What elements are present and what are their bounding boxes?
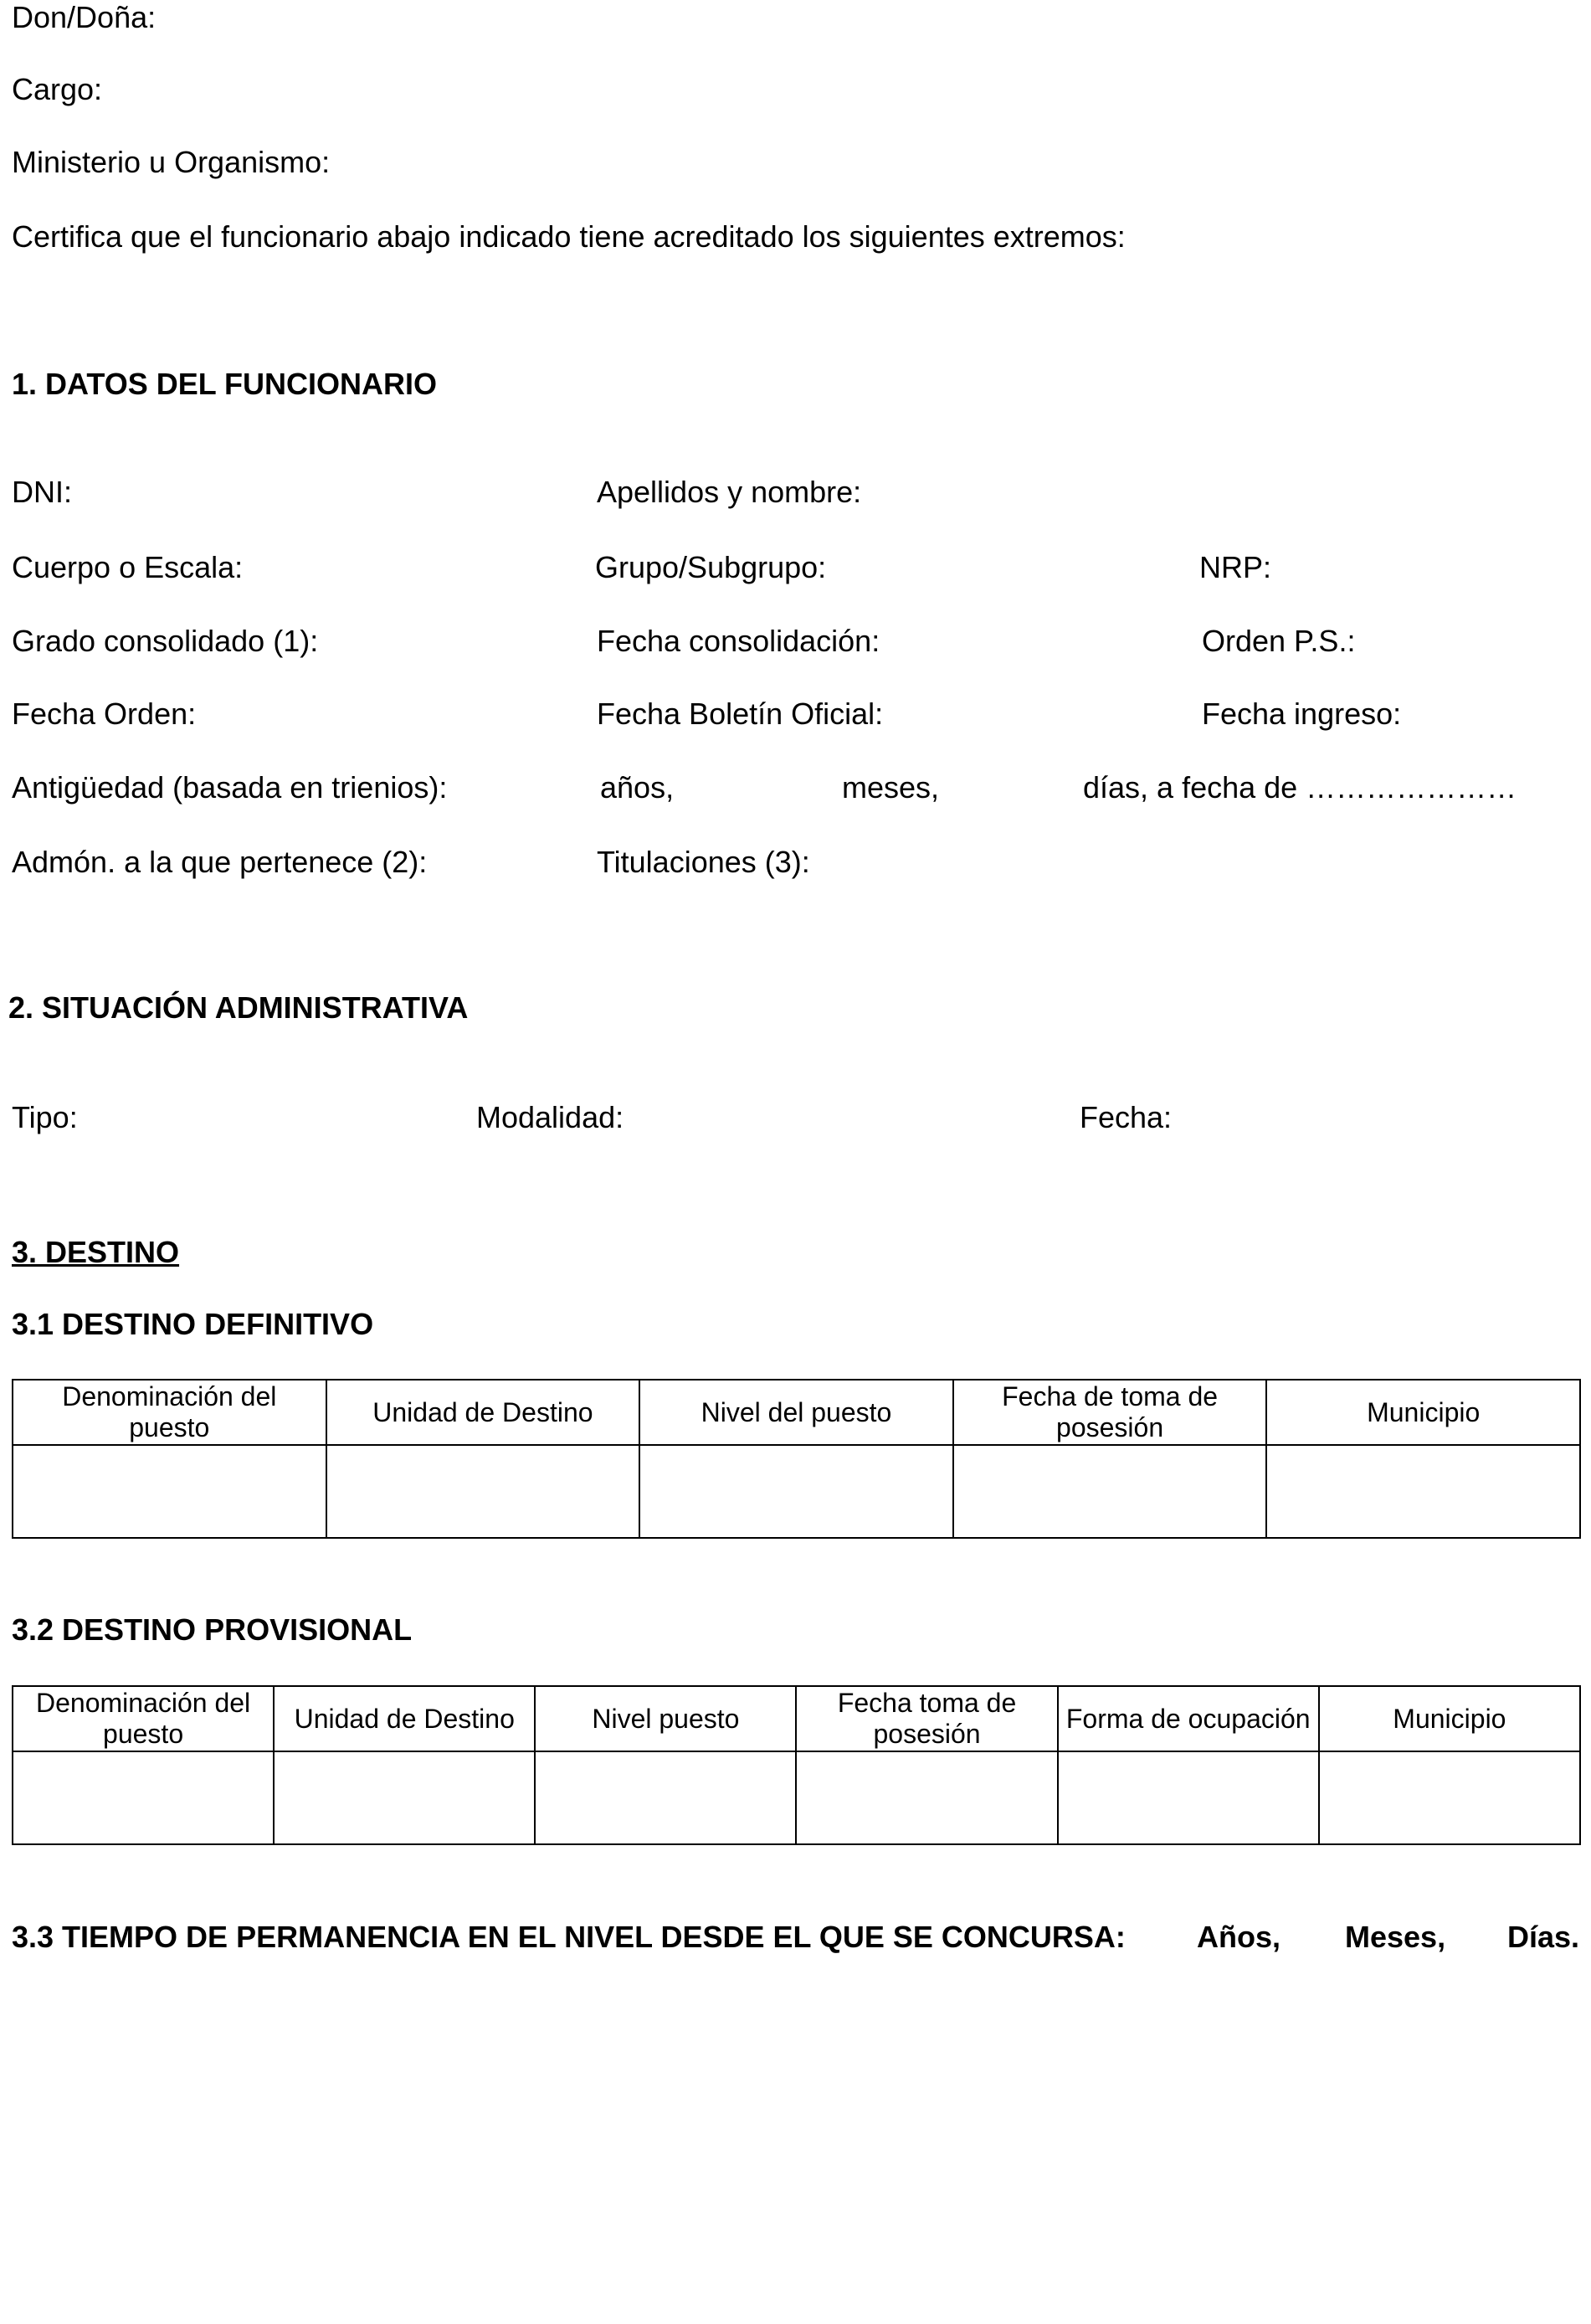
table-row — [13, 1445, 1580, 1538]
header-denominacion: Denominación del puesto — [13, 1686, 274, 1751]
destino-definitivo-table — [12, 1379, 1581, 1539]
section-1-title: 1. DATOS DEL FUNCIONARIO — [12, 367, 438, 401]
cell-municipio[interactable] — [1319, 1751, 1580, 1844]
fecha-orden-label: Fecha Orden: — [12, 697, 197, 731]
destino-provisional-table — [12, 1685, 1581, 1845]
header-unidad-destino: Unidad de Destino — [326, 1380, 640, 1445]
cell-unidad-destino[interactable] — [274, 1751, 535, 1844]
cell-forma-ocupacion[interactable] — [1058, 1751, 1319, 1844]
section-3-title: 3. DESTINO — [12, 1235, 180, 1269]
header-municipio: Municipio — [1319, 1686, 1580, 1751]
table-row — [13, 1751, 1580, 1844]
fecha-ingreso-label: Fecha ingreso: — [1202, 697, 1402, 731]
meses-label: meses, — [842, 770, 940, 805]
cargo-label: Cargo: — [12, 72, 103, 106]
cell-nivel-puesto[interactable] — [535, 1751, 796, 1844]
cell-nivel-puesto[interactable] — [639, 1445, 953, 1538]
header-nivel-puesto: Nivel del puesto — [639, 1380, 953, 1445]
section-3-2-title: 3.2 DESTINO PROVISIONAL — [12, 1612, 413, 1647]
permanencia-meses: Meses, — [1345, 1920, 1446, 1954]
admon-label: Admón. a la que pertenece (2): — [12, 845, 428, 879]
fecha-label: Fecha: — [1080, 1100, 1173, 1134]
fecha-boletin-label: Fecha Boletín Oficial: — [597, 697, 884, 731]
ministerio-label: Ministerio u Organismo: — [12, 145, 331, 179]
section-2-title: 2. SITUACIÓN ADMINISTRATIVA — [8, 990, 469, 1025]
grado-label: Grado consolidado (1): — [12, 624, 319, 658]
header-fecha-toma-posesion: Fecha toma de posesión — [796, 1686, 1057, 1751]
tipo-label: Tipo: — [12, 1100, 78, 1134]
orden-ps-label: Orden P.S.: — [1202, 624, 1356, 658]
fecha-consolidacion-label: Fecha consolidación: — [597, 624, 880, 658]
cuerpo-label: Cuerpo o Escala: — [12, 550, 244, 584]
cell-denominacion[interactable] — [13, 1445, 326, 1538]
anos-label: años, — [600, 770, 675, 805]
nrp-label: NRP: — [1199, 550, 1272, 584]
permanencia-anos: Años, — [1197, 1920, 1281, 1954]
permanencia-dias: Días. — [1507, 1920, 1580, 1954]
section-3-1-title: 3.1 DESTINO DEFINITIVO — [12, 1307, 374, 1341]
cell-municipio[interactable] — [1266, 1445, 1580, 1538]
header-forma-ocupacion: Forma de ocupación — [1058, 1686, 1319, 1751]
titulaciones-label: Titulaciones (3): — [597, 845, 810, 879]
table-header-row — [13, 1380, 1580, 1445]
cell-unidad-destino[interactable] — [326, 1445, 640, 1538]
permanencia-label: 3.3 TIEMPO DE PERMANENCIA EN EL NIVEL DESDE EL QUE SE CONCURSA: — [12, 1920, 1126, 1954]
cell-fecha-toma-posesion[interactable] — [796, 1751, 1057, 1844]
header-fecha-toma-posesion: Fecha de toma de posesión — [953, 1380, 1267, 1445]
header-nivel-puesto: Nivel puesto — [535, 1686, 796, 1751]
header-municipio: Municipio — [1266, 1380, 1580, 1445]
header-unidad-destino: Unidad de Destino — [274, 1686, 535, 1751]
cell-fecha-toma-posesion[interactable] — [953, 1445, 1267, 1538]
don-dona-label: Don/Doña: — [12, 0, 157, 34]
cell-denominacion[interactable] — [13, 1751, 274, 1844]
certifica-text: Certifica que el funcionario abajo indicado tiene acreditado los siguientes extremos: — [12, 219, 1126, 254]
apellidos-label: Apellidos y nombre: — [597, 475, 862, 509]
dias-fecha-label: días, a fecha de ………………… — [1083, 770, 1517, 805]
antiguedad-label: Antigüedad (basada en trienios): — [12, 770, 448, 805]
grupo-label: Grupo/Subgrupo: — [595, 550, 827, 584]
dni-label: DNI: — [12, 475, 72, 509]
table-header-row — [13, 1686, 1580, 1751]
header-denominacion: Denominación del puesto — [13, 1380, 326, 1445]
modalidad-label: Modalidad: — [476, 1100, 624, 1134]
